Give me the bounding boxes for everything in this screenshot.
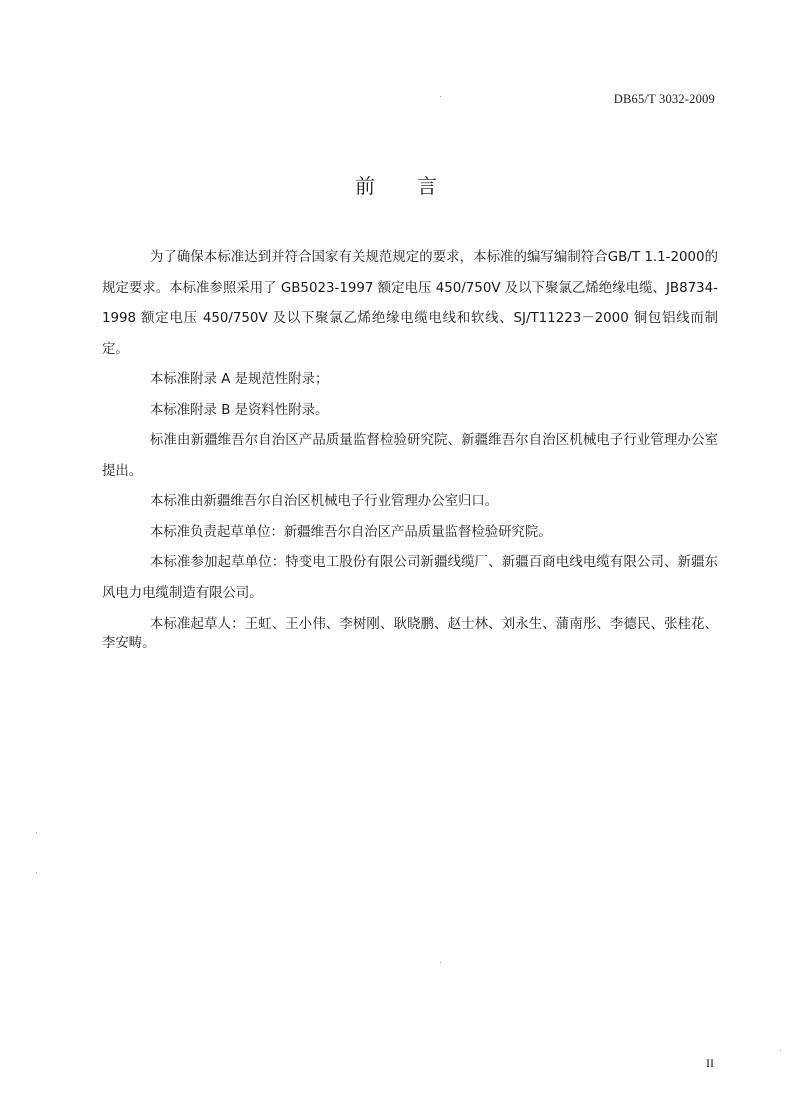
body-text [102, 243, 718, 658]
paragraph-purpose: 为了确保本标准达到并符合国家有关规范规定的要求，本标准的编写编制符合GB/T 1.1-2000的规定要求。本标准参照采用了 GB5023-1997 额定电压 450/750V 及以下聚氯乙烯绝缘电缆、JB8734-1998 额定电压 450/750V 及以下聚氯乙烯绝缘电缆电线和软线、SJ/T11223－2000 铜包铝线而制定。 [102, 250, 718, 357]
scan-speck [440, 962, 441, 963]
page-number: II [706, 1056, 714, 1070]
paragraph-appendix-a: 本标准附录 A 是规范性附录； [150, 372, 329, 387]
paragraph-participating-drafters: 本标准参加起草单位：特变电工股份有限公司新疆线缆厂、新疆百商电线电缆有限公司、新疆东风电力电缆制造有限公司。 [102, 555, 718, 601]
page-title: 前言 [355, 174, 479, 198]
scan-speck [36, 872, 37, 873]
paragraph-appendix-b: 本标准附录 B 是资料性附录。 [150, 402, 329, 418]
scan-speck [780, 1050, 781, 1051]
paragraph-lead-drafter: 本标准负责起草单位：新疆维吾尔自治区产品质量监督检验研究院。 [150, 524, 552, 540]
paragraph-drafters: 本标准起草人：王虹、王小伟、李树刚、耿晓鹏、赵士林、刘永生、蒲南彤、李德民、张桂花、李安畴。 [102, 617, 718, 651]
paragraph-proposer: 标准由新疆维吾尔自治区产品质量监督检验研究院、新疆维吾尔自治区机械电子行业管理办公室提出。 [102, 433, 718, 479]
document-code: DB65/T 3032-2009 [613, 92, 715, 106]
scan-speck [36, 832, 37, 833]
scan-speck [440, 96, 441, 97]
paragraph-centralized: 本标准由新疆维吾尔自治区机械电子行业管理办公室归口。 [150, 494, 499, 509]
